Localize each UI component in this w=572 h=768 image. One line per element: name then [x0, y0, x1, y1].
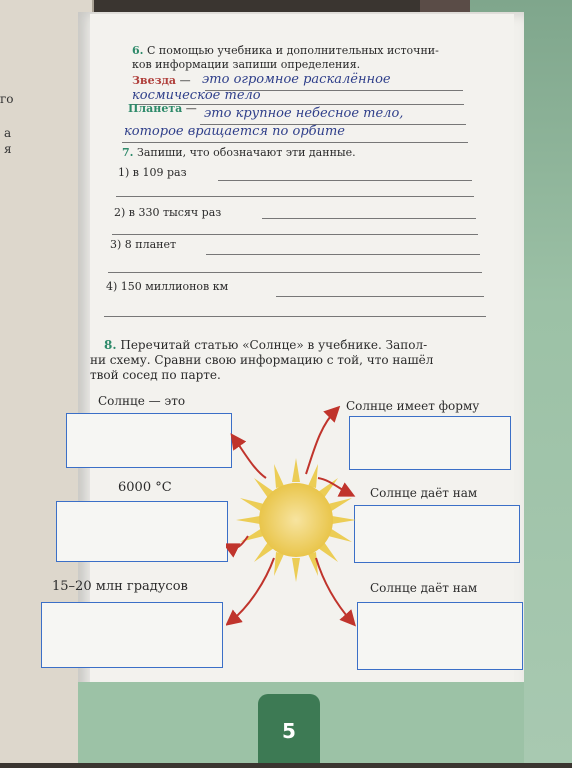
- task8-line2: ни схему. Сравни свою информацию с той, что нашёл: [90, 353, 434, 367]
- task8-number: 8.: [104, 338, 117, 352]
- task6-line2: ков информации запиши определения.: [132, 58, 361, 71]
- answer-line: [112, 234, 478, 235]
- label-top-right: Солнце имеет форму: [346, 399, 480, 413]
- task7-heading: [122, 146, 356, 159]
- arrow: [306, 410, 336, 474]
- star-answer-1: это огромное раскалённое: [202, 72, 391, 87]
- answer-box-mid-left[interactable]: [56, 501, 228, 562]
- answer-box-top-left[interactable]: [66, 413, 232, 468]
- planet-row: [128, 102, 197, 115]
- planet-answer-2: которое вращается по орбите: [124, 124, 345, 139]
- answer-line: [206, 254, 480, 255]
- planet-label: Планета: [128, 102, 183, 115]
- label-bot-right: Солнце даёт нам: [370, 581, 478, 595]
- arrow: [230, 558, 274, 622]
- task7-item: 1) в 109 раз: [118, 166, 187, 179]
- star-label: Звезда: [132, 74, 177, 87]
- arrow: [316, 558, 352, 622]
- left-page-fragment: я: [4, 142, 12, 156]
- label-top-left: Солнце — это: [98, 394, 186, 408]
- task6-text: С помощью учебника и дополнительных источни-: [146, 44, 439, 57]
- answer-line: [262, 218, 476, 219]
- task7-text: Запиши, что обозначают эти данные.: [136, 146, 356, 159]
- answer-line: [218, 180, 472, 181]
- planet-answer-1: это крупное небесное тело,: [204, 106, 404, 121]
- answer-line: [122, 142, 468, 143]
- answer-box-mid-right[interactable]: [354, 505, 520, 563]
- page-number: 5: [258, 694, 320, 763]
- task6-number: 6.: [132, 44, 144, 57]
- star-row: [132, 74, 191, 87]
- answer-box-bot-right[interactable]: [357, 602, 523, 670]
- task7-item: 3) 8 планет: [110, 238, 177, 251]
- answer-line: [116, 196, 474, 197]
- label-bot-left: 15–20 млн градусов: [52, 579, 188, 594]
- arrow: [234, 438, 266, 478]
- star-dash: —: [179, 74, 191, 87]
- task6-line1: [132, 44, 439, 57]
- task8-line3: твой сосед по парте.: [90, 368, 221, 382]
- task7-number: 7.: [122, 146, 134, 159]
- sun-diagram: [226, 400, 366, 630]
- task7-item: 2) в 330 тысяч раз: [114, 206, 222, 219]
- answer-box-bot-left[interactable]: [41, 602, 223, 668]
- arrow: [228, 536, 248, 548]
- label-mid-right: Солнце даёт нам: [370, 486, 478, 500]
- planet-dash: —: [185, 102, 197, 115]
- answer-line: [108, 272, 482, 273]
- task8-text: Перечитай статью «Солнце» в учебнике. Запол-: [120, 338, 428, 352]
- label-mid-left: 6000 °C: [118, 480, 172, 495]
- task8-line1: [104, 338, 427, 352]
- sun-icon: [236, 458, 356, 582]
- left-page-fragment: а: [4, 126, 12, 140]
- star-answer-2: космическое тело: [132, 88, 261, 103]
- answer-line: [104, 316, 486, 317]
- answer-box-top-right[interactable]: [349, 416, 511, 470]
- task7-item: 4) 150 миллионов км: [106, 280, 229, 293]
- answer-line: [276, 296, 484, 297]
- left-page-fragment: го: [0, 92, 14, 106]
